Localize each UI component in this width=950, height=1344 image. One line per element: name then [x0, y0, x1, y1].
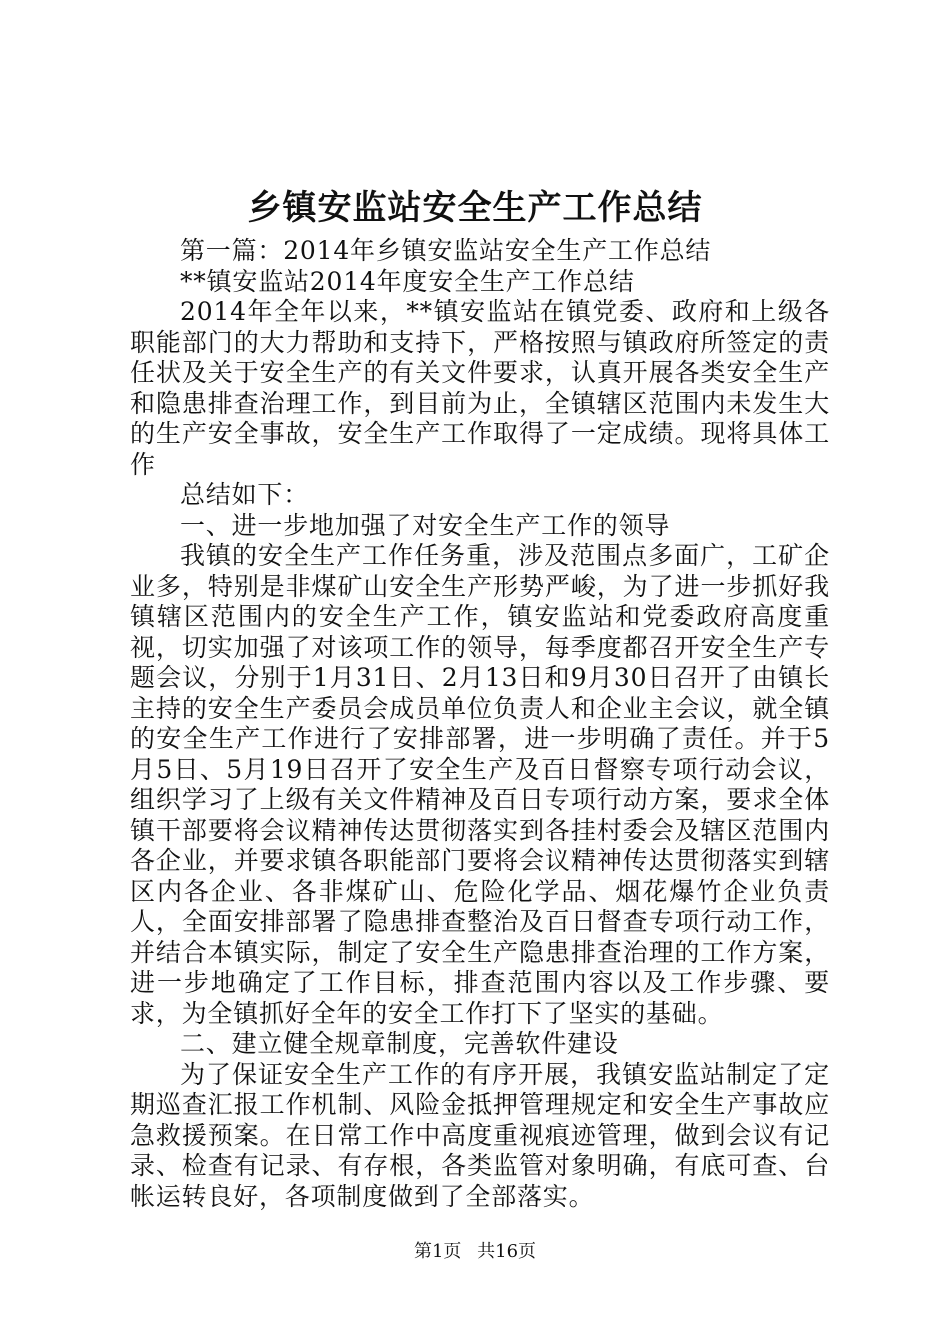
page-total: 共16页 [477, 1241, 537, 1262]
body-paragraph: 2014年全年以来，**镇安监站在镇党委、政府和上级各职能部门的大力帮助和支持下，严格按照与镇政府所签定的责任状及关于安全生产的有关文件要求，认真开展各类安全生产和隐患排查治理工作，到目前为止，全镇辖区范围内未发生大的生产安全事故，安全生产工作取得了一定成绩。现将具体工作 [130, 297, 830, 479]
subtitle-line: **镇安监站2014年度安全生产工作总结 [180, 266, 635, 296]
section-heading: 一、进一步地加强了对安全生产工作的领导 [180, 510, 671, 540]
section-heading: 二、建立健全规章制度，完善软件建设 [180, 1029, 619, 1058]
body-paragraph: 我镇的安全生产工作任务重，涉及范围点多面广，工矿企业多，特别是非煤矿山安全生产形势严峻，为了进一步抓好我镇辖区范围内的安全生产工作，镇安监站和党委政府高度重视，切实加强了对该项工作的领导，每季度都召开安全生产专题会议，分别于1月31日、2月13日和9月30日召开了由镇长主持的安全生产委员会成员单位负责人和企业主会议，就全镇的安全生产工作进行了安排部署，进一步明确了责任。并于5月5日、5月19日召开了安全生产及百日督察专项行动会议，组织学习了上级有关文件精神及百日专项行动方案，要求全体镇干部要将会议精神传达贯彻落实到各挂村委会及辖区范围内各企业，并要求镇各职能部门要将会议精神传达贯彻落实到辖区内各企业、各非煤矿山、危险化学品、烟花爆竹企业负责人，全面安排部署了隐患排查整治及百日督查专项行动工作，并结合本镇实际，制定了安全生产隐患排查治理的工作方案，进一步地确定了工作目标，排查范围内容以及工作步骤、要求，为全镇抓好全年的安全工作打下了坚实的基础。 [130, 541, 830, 1028]
page-number: 第1页 [413, 1241, 462, 1262]
page-footer [0, 1239, 950, 1265]
body-paragraph: 总结如下： [180, 480, 310, 509]
document-body [130, 236, 830, 1212]
body-paragraph: 为了保证安全生产工作的有序开展，我镇安监站制定了定期巡查汇报工作机制、风险金抵押管理规定和安全生产事故应急救援预案。在日常工作中高度重视痕迹管理，做到会议有记录、检查有记录、有存根，各类监管对象明确，有底可查、台帐运转良好，各项制度做到了全部落实。 [130, 1059, 830, 1211]
section-heading: 第一篇：2014年乡镇安监站安全生产工作总结 [180, 236, 712, 265]
document-title: 乡镇安监站安全生产工作总结 [247, 188, 703, 228]
